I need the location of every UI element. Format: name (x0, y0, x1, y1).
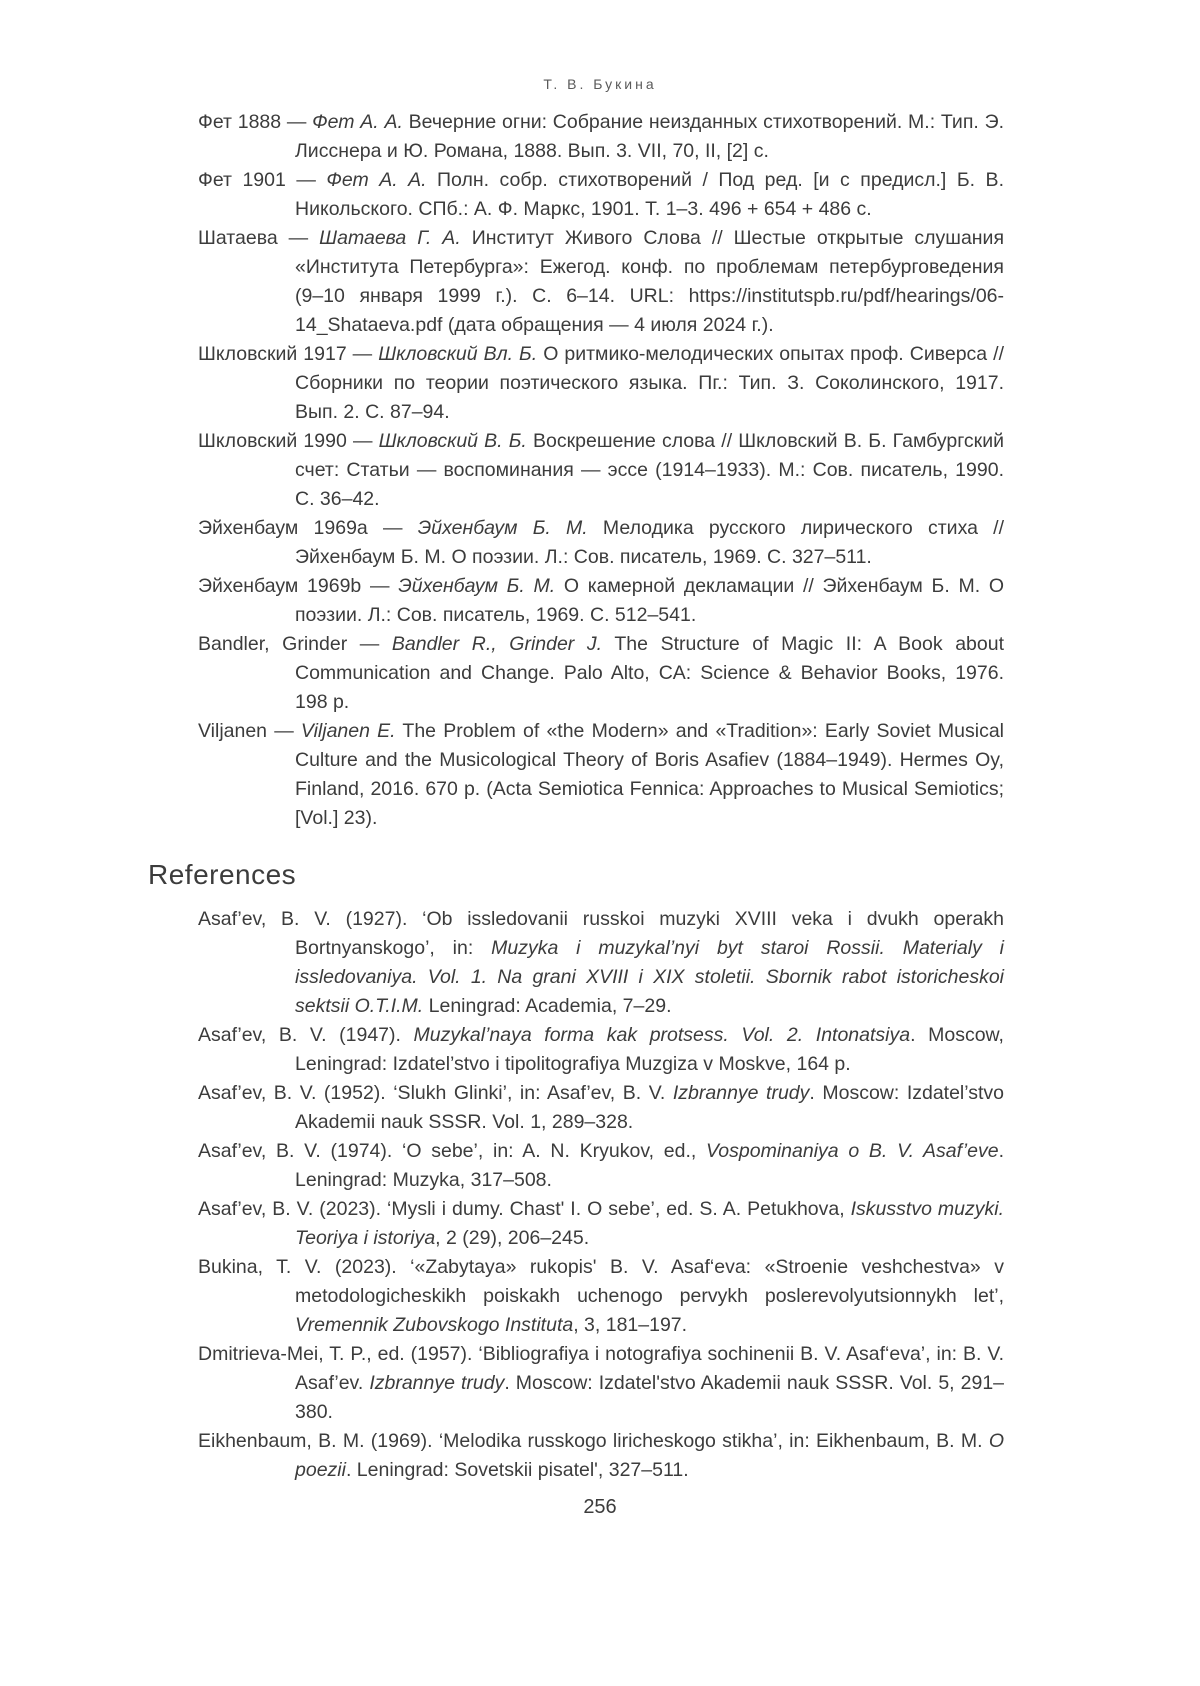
reference-entry (148, 1195, 1004, 1253)
entry-text-segment: . Leningrad: Muzyka, 317–508. (295, 1140, 1004, 1191)
entry-italic-segment: Izbrannye trudy (369, 1372, 505, 1394)
entry-italic-segment: Izbrannye trudy (672, 1082, 810, 1104)
entry-text-segment: . Moscow, Leningrad: Izdatel’stvo i tipolitografiya Muzgiza v Moskve, 164 p. (295, 1024, 1004, 1075)
page-content (148, 108, 1004, 1485)
entry-text-segment: О камерной декламации // Эйхенбаум Б. М. О поэзии. Л.: Сов. писатель, 1969. С. 512–541. (295, 575, 1004, 626)
entry-italic-segment: Шкловский В. Б. (378, 430, 527, 452)
entry-italic-segment: Muzyka i muzykal’nyi byt staroi Rossii. Materialy i issledovaniya. Vol. 1. Na grani XVIII i XIX stoletii. Sbornik rabot istoricheskoi sektsii O.T.I.M. (295, 937, 1004, 1017)
entry-text-segment: Bukina, T. V. (2023). ‘«Zabytaya» rukopis' B. V. Asaf‘eva: «Stroenie veshchestva» v metodologicheskikh poiskakh uchenogo pervykh poslerevolyutsionnykh let’, (198, 1256, 1004, 1307)
entry-text-segment: Вечерние огни: Собрание неизданных стихотворений. М.: Тип. Э. Лисснера и Ю. Романа, 1888. Вып. 3. VII, 70, II, [2] с. (295, 111, 1005, 162)
entry-italic-segment: Iskusstvo muzyki. Teoriya i istoriya (295, 1198, 1004, 1249)
entry-text-segment: Эйхенбаум 1969a — (198, 517, 418, 539)
entry-italic-segment: Фет А. А. (312, 111, 403, 133)
entry-text-segment: Asaf’ev, B. V. (1947). (198, 1024, 414, 1046)
entry-text-segment: Мелодика русского лирического стиха // Эйхенбаум Б. М. О поэзии. Л.: Сов. писатель, 1969. С. 327–511. (295, 517, 1004, 568)
entry-italic-segment: Muzykal’naya forma kak protsess. Vol. 2. Intonatsiya (413, 1024, 911, 1046)
entry-text-segment: Asaf’ev, B. V. (1927). ‘Ob issledovanii russkoi muzyki XVIII veka i dvukh operakh Bortnyanskogo’, in: (198, 908, 1004, 959)
references-list (148, 905, 1004, 1485)
entry-italic-segment: Шкловский Вл. Б. (378, 343, 538, 365)
entry-text-segment: Полн. собр. стихотворений / Под ред. [и с предисл.] Б. В. Никольского. СПб.: А. Ф. Маркс, 1901. Т. 1–3. 496 + 654 + 486 с. (295, 169, 1004, 220)
reference-entry (148, 1340, 1004, 1427)
bibliography-entry (148, 630, 1004, 717)
entry-italic-segment: Vremennik Zubovskogo Instituta (295, 1314, 574, 1336)
entry-italic-segment: Эйхенбаум Б. М. (417, 517, 588, 539)
reference-entry (148, 1137, 1004, 1195)
entry-text-segment: The Structure of Magic II: A Book about Communication and Change. Palo Alto, CA: Science & Behavior Books, 1976. 198 p. (295, 633, 1004, 713)
bibliography-entry (148, 572, 1004, 630)
bibliography-entry (148, 224, 1004, 340)
entry-text-segment: Фет 1888 — (198, 111, 313, 133)
reference-entry (148, 1079, 1004, 1137)
entry-text-segment: Фет 1901 — (198, 169, 327, 191)
entry-text-segment: О ритмико-мелодических опытах проф. Сиверса // Сборники по теории поэтического языка. Пг.: Тип. З. Соколинского, 1917. Вып. 2. С. 87–94. (295, 343, 1004, 423)
bibliography-entry (148, 108, 1004, 166)
bibliography-list (148, 108, 1004, 833)
entry-italic-segment: Bandler R., Grinder J. (391, 633, 603, 655)
entry-text-segment: Шкловский 1990 — (198, 430, 379, 452)
entry-text-segment: The Problem of «the Modern» and «Tradition»: Early Soviet Musical Culture and the Musicological Theory of Boris Asafiev (1884–1949). Hermes Oy, Finland, 2016. 670 p. (Acta Semiotica Fennica: Approaches to Musical Semiotics; [Vol.] 23). (295, 720, 1005, 829)
entry-italic-segment: Эйхенбаум Б. М. (398, 575, 556, 597)
entry-text-segment: Leningrad: Academia, 7–29. (423, 995, 672, 1017)
entry-text-segment: Asaf’ev, B. V. (1974). ‘O sebe’, in: A. N. Kryukov, ed., (198, 1140, 707, 1162)
entry-text-segment: Шатаева — (198, 227, 320, 249)
entry-text-segment: . Moscow: Izdatel'stvo Akademii nauk SSSR. Vol. 5, 291–380. (295, 1372, 1005, 1423)
entry-text-segment: . Moscow: Izdatel’stvo Akademii nauk SSSR. Vol. 1, 289–328. (295, 1082, 1005, 1133)
reference-entry (148, 905, 1004, 1021)
entry-text-segment: Bandler, Grinder — (198, 633, 392, 655)
entry-text-segment: Шкловский 1917 — (198, 343, 379, 365)
reference-entry (148, 1427, 1004, 1485)
entry-text-segment: Eikhenbaum, B. M. (1969). ‘Melodika russkogo liricheskogo stikha’, in: Eikhenbaum, B. M. (198, 1430, 989, 1452)
entry-text-segment: Dmitrieva-Mei, T. P., ed. (1957). ‘Bibliografiya i notografiya sochinenii B. V. Asaf‘eva’, in: B. V. Asaf’ev. (198, 1343, 1004, 1394)
entry-text-segment: Viljanen — (198, 720, 301, 742)
entry-italic-segment: Шатаева Г. А. (319, 227, 461, 249)
reference-entry (148, 1253, 1004, 1340)
entry-italic-segment: O poezii (295, 1430, 1004, 1481)
entry-text-segment: Asaf’ev, B. V. (1952). ‘Slukh Glinki’, in: Asaf’ev, B. V. (198, 1082, 673, 1104)
entry-text-segment: Эйхенбаум 1969b — (198, 575, 399, 597)
bibliography-entry (148, 166, 1004, 224)
page-number: 256 (583, 1496, 617, 1518)
running-header: Т. В. Букина (543, 76, 657, 92)
entry-text-segment: Asaf’ev, B. V. (2023). ‘Mysli i dumy. Chast' I. O sebe’, ed. S. A. Petukhova, (198, 1198, 851, 1220)
entry-text-segment: , 2 (29), 206–245. (435, 1227, 590, 1249)
bibliography-entry (148, 427, 1004, 514)
references-heading: References (148, 859, 297, 890)
entry-italic-segment: Фет А. А. (326, 169, 427, 191)
entry-text-segment: Институт Живого Слова // Шестые открытые слушания «Института Петербурга»: Ежегод. конф. по проблемам петербурговедения (9–10 января 1999 г.). С. 6–14. URL: https://institutspb.ru/pdf/hearings/06-14_Shataeva.pdf (дата обращения — 4 июля 2024 г.). (295, 227, 1005, 336)
entry-italic-segment: Vospominaniya o B. V. Asaf’eve (706, 1140, 999, 1162)
bibliography-entry (148, 514, 1004, 572)
entry-text-segment: . Leningrad: Sovetskii pisatel', 327–511. (345, 1459, 689, 1481)
reference-entry (148, 1021, 1004, 1079)
entry-text-segment: Воскрешение слова // Шкловский В. Б. Гамбургский счет: Статьи — воспоминания — эссе (1914–1933). М.: Сов. писатель, 1990. С. 36–42. (295, 430, 1005, 510)
bibliography-entry (148, 717, 1004, 833)
bibliography-entry (148, 340, 1004, 427)
entry-text-segment: , 3, 181–197. (573, 1314, 688, 1336)
entry-italic-segment: Viljanen E. (300, 720, 396, 742)
